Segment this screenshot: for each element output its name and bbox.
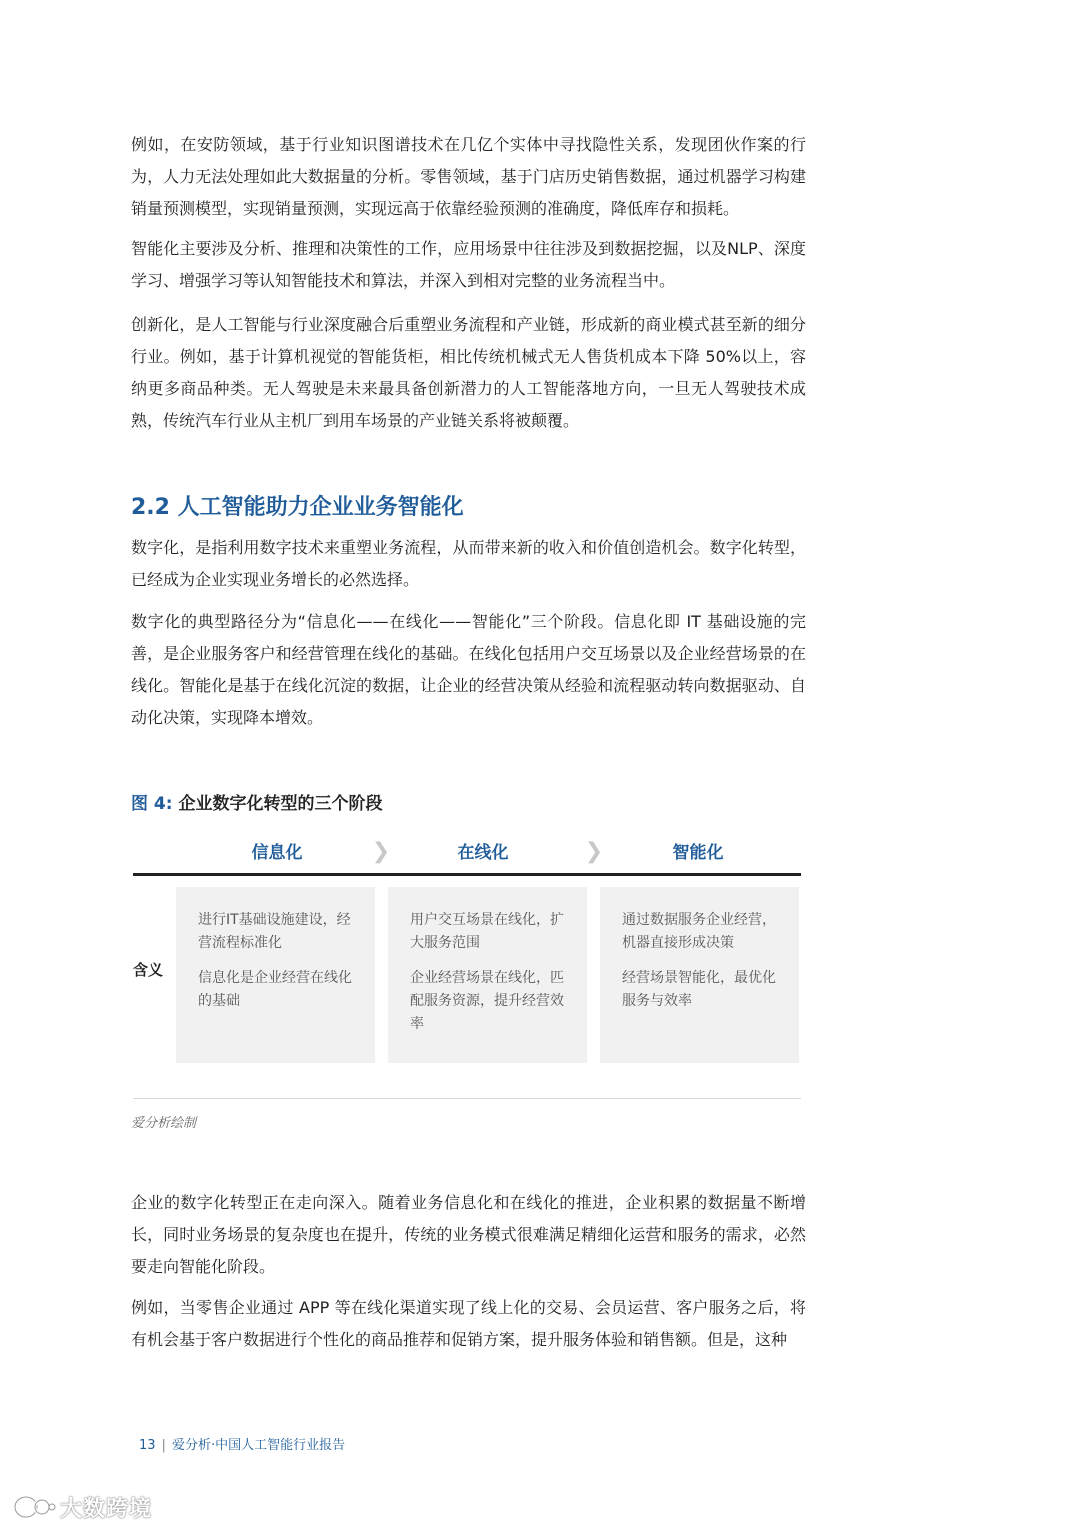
stage-header-online: 在线化 <box>457 843 509 863</box>
section-title: 2.2 人工智能助力企业业务智能化 <box>131 495 464 520</box>
stage-header-intelligent: 智能化 <box>672 843 724 863</box>
cell-informatization <box>176 887 375 1063</box>
stage-header-informatization: 信息化 <box>251 843 303 863</box>
paragraph-digitalization: 数字化，是指利用数字技术来重塑业务流程，从而带来新的收入和价值创造机会。数字化转型，已经成为企业实现业务增长的必然选择。 <box>131 538 806 589</box>
paragraph-innovation: 创新化，是人工智能与行业深度融合后重塑业务流程和产业链，形成新的商业模式甚至新的细分行业。例如，基于计算机视觉的智能货柜，相比传统机械式无人售货机成本下降 50%以上，容纳更多商品种类。无人驾驶是未来最具备创新潜力的人工智能落地方向，一旦无人驾驶技术成熟，传统汽车行业从主机厂到用车场景的产业链关系将被颠覆。 <box>131 315 806 430</box>
figure-bottom-rule <box>133 1098 801 1099</box>
cell-intelligent <box>600 887 799 1063</box>
row-label-meaning: 含义 <box>133 961 164 979</box>
cell-text: 经营场景智能化，最优化服务与效率 <box>622 970 776 1009</box>
figure-source: 爱分析绘制 <box>131 1116 197 1131</box>
cell-text: 进行IT基础设施建设，经营流程标准化 <box>198 912 351 951</box>
figure-caption: 企业数字化转型的三个阶段 <box>178 794 383 814</box>
page-footer <box>139 1434 345 1458</box>
watermark-text: 大数跨境 <box>60 1496 153 1522</box>
figure-title <box>131 789 382 819</box>
cell-text: 通过数据服务企业经营，机器直接形成决策 <box>622 912 776 951</box>
figure-number: 图 4: <box>131 794 173 814</box>
watermark <box>12 1491 152 1523</box>
watermark-logo-icon <box>12 1493 56 1521</box>
paragraph-retail-example: 例如，当零售企业通过 APP 等在线化渠道实现了线上化的交易、会员运营、客户服务之后，将有机会基于客户数据进行个性化的商品推荐和促销方案，提升服务体验和销售额。但是，这种 <box>131 1298 806 1349</box>
cell-text: 用户交互场景在线化，扩大服务范围 <box>410 912 564 951</box>
paragraph-security-retail: 例如，在安防领域，基于行业知识图谱技术在几亿个实体中寻找隐性关系，发现团伙作案的行为，人力无法处理如此大数据量的分析。零售领域，基于门店历史销售数据，通过机器学习构建销量预测模型，实现销量预测，实现远高于依靠经验预测的准确度，降低库存和损耗。 <box>131 135 806 218</box>
paragraph-three-stages: 数字化的典型路径分为“信息化——在线化——智能化”三个阶段。信息化即 IT 基础设施的完善，是企业服务客户和经营管理在线化的基础。在线化包括用户交互场景以及企业经营场景的在线化。智能化是基于在线化沉淀的数据，让企业的经营决策从经验和流程驱动转向数据驱动、自动化决策，实现降本增效。 <box>131 612 806 727</box>
page-number: 13 <box>139 1438 156 1453</box>
chevron-right-icon: ❯ <box>584 839 604 864</box>
report-title: 爱分析·中国人工智能行业报告 <box>171 1438 346 1453</box>
table-header-rule <box>133 873 801 876</box>
paragraph-deepening: 企业的数字化转型正在走向深入。随着业务信息化和在线化的推进，企业积累的数据量不断增长，同时业务场景的复杂度也在提升，传统的业务模式很难满足精细化运营和服务的需求，必然要走向智能化阶段。 <box>131 1193 806 1276</box>
footer-separator: | <box>161 1438 166 1453</box>
cell-online <box>388 887 587 1063</box>
cell-text: 企业经营场景在线化，匹配服务资源，提升经营效率 <box>410 970 564 1032</box>
chevron-right-icon: ❯ <box>371 839 391 864</box>
cell-text: 信息化是企业经营在线化的基础 <box>198 970 352 1009</box>
paragraph-intelligence: 智能化主要涉及分析、推理和决策性的工作，应用场景中往往涉及到数据挖掘，以及NLP、深度学习、增强学习等认知智能技术和算法，并深入到相对完整的业务流程当中。 <box>131 239 806 290</box>
